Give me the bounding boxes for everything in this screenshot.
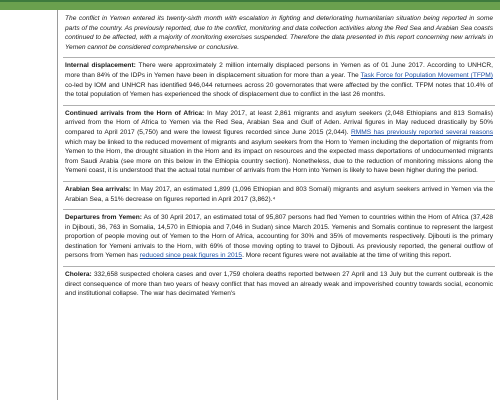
departures-text-1: As of 30 April 2017, an estimated total of 95,807 persons had fled Yemen to countries within the Horn of Africa (37,428 in Djibouti, 36, 763 in Somalia, 14,570 in Ethiopia and 7,046 in Sudan) since March 2015. Yemenis and Somalis continue to represent the largest proportion of people moving out of Yemen to the Horn of Africa, accounting for 30% and 35% of movements respectively. Djibouti is the primary destination for Yemeni arrivals to the Horn, with 69% of those moving opting to travel to Djibouti. As previously reported, the general outflow of persons from Yemen has bbox=[65, 214, 494, 260]
arabian-sea-section bbox=[63, 182, 495, 210]
left-green-band bbox=[0, 2, 57, 10]
internal-displacement-section bbox=[63, 58, 495, 105]
internal-displacement-paragraph bbox=[65, 61, 493, 99]
departures-text-2: . More recent figures were not available at the time of writing this report. bbox=[242, 252, 452, 260]
continued-arrivals-text-1: In May 2017, at least 2,861 migrants and asylum seekers (2,048 Ethiopians and 813 Somalis) arrived from the Horn of Africa to Yemen via the Red Sea, Arabian Sea and Gulf of Aden. Arrival figures in May reduced drastically by 50% compared to April 2017 (5,750) and were the lowest figures recorded since June 2015 (2,044). bbox=[65, 109, 494, 136]
arabian-sea-heading: Arabian Sea arrivals: bbox=[65, 185, 132, 193]
cholera-heading: Cholera: bbox=[65, 271, 92, 279]
internal-displacement-text-2: co-led by IOM and UNHCR has identified 946,044 returnees across 20 governorates that were affected by the conflict. TFPM notes that 10.4% of the total population of Yemen has experienced the shock of displacement due to conflict in the last 26 months. bbox=[65, 81, 493, 99]
report-content bbox=[63, 2, 495, 304]
departures-paragraph bbox=[65, 213, 493, 261]
peak-figures-link[interactable]: reduced since peak figures in 2015 bbox=[139, 252, 243, 260]
intro-paragraph: The conflict in Yemen entered its twenty-sixth month with escalation in fighting and deteriorating humanitarian situation being reported in some parts of the country. As previously reported, due to the conflict, monitoring and data collection activities along the Red Sea and Arabian Sea coasts continued to be affected, with a majority of monitoring exercises suspended. Therefore the data presented in this report concerning new arrivals in Yemen cannot be considered comprehensive or conclusive. bbox=[65, 15, 493, 51]
continued-arrivals-section bbox=[63, 106, 495, 182]
left-margin-column bbox=[0, 2, 58, 400]
header-green-band bbox=[57, 2, 500, 10]
cholera-text: 332,658 suspected cholera cases and over 1,759 cholera deaths reported between 27 April and 13 July but the current outbreak is the direct consequence of more than two years of heavy conflict that has moved an already weak and impoverished country towards social, economic and institutional collapse. The war has decimated Yemen's bbox=[65, 271, 493, 298]
departures-heading: Departures from Yemen: bbox=[65, 214, 142, 222]
continued-arrivals-text-2: which may be linked to the reduced movement of migrants and asylum seekers from the Horn to Yemen including the deportation of migrants from Yemen to the Horn, the drought situation in the Horn and its impact on resources and the expected mass deportations of undocumented migrants from Saudi Arabia (see more on this below in the Ethiopia country section). Nonetheless, due to the reduction of monitoring missions along the Yemeni coast, it is understood that the actual total number of arrivals from the Horn into Yemen is likely to have been higher during the period. bbox=[65, 138, 493, 175]
internal-displacement-text-1: There were approximately 2 million internally displaced persons in Yemen as of 01 June 2017. According to UNHCR, more than 84% of the IDPs in Yemen have been in displacement situation for more than a year. The bbox=[65, 62, 493, 79]
internal-displacement-heading: Internal displacement: bbox=[65, 62, 136, 70]
intro-section bbox=[63, 10, 495, 58]
continued-arrivals-heading: Continued arrivals from the Horn of Africa: bbox=[65, 109, 205, 117]
arabian-sea-text: In May 2017, an estimated 1,899 (1,096 Ethiopian and 803 Somali) migrants and asylum seekers arrived in Yemen via the Arabian Sea, a 51% decrease on figures reported in April 2017 (3,862).⁴ bbox=[65, 185, 493, 203]
cholera-paragraph bbox=[65, 270, 493, 299]
rmms-reasons-link[interactable]: RMMS has previously reported several reasons bbox=[351, 128, 493, 136]
continued-arrivals-paragraph bbox=[65, 109, 493, 176]
cholera-section bbox=[63, 267, 495, 304]
departures-section bbox=[63, 210, 495, 267]
arabian-sea-paragraph bbox=[65, 185, 493, 204]
tfpm-link[interactable]: Task Force for Population Movement (TFPM) bbox=[360, 71, 493, 79]
